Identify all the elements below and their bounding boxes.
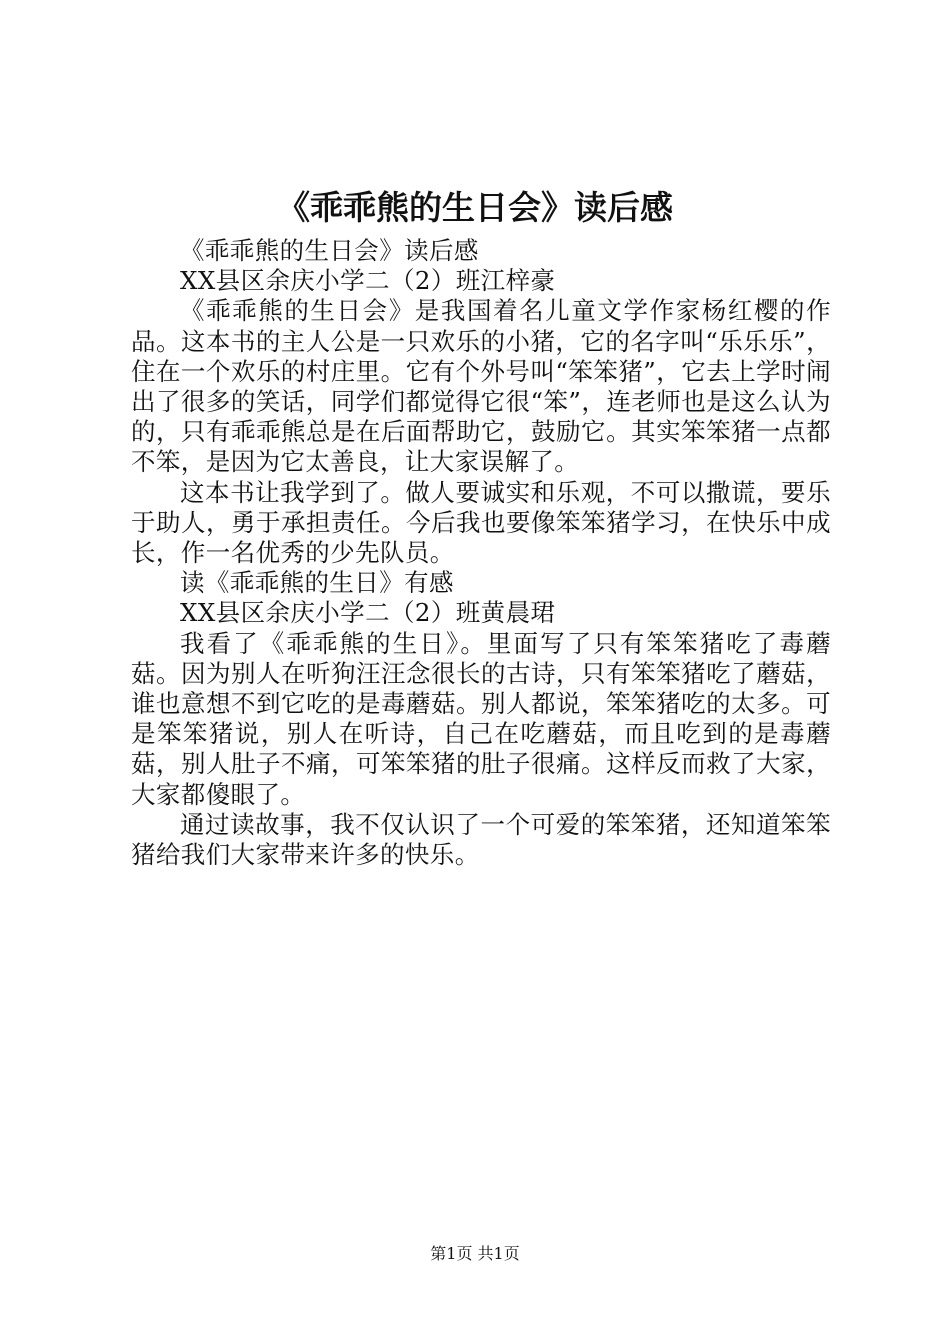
document-body (131, 236, 831, 870)
paragraph-author-2: XX县区余庆小学二（2）班黄晨珺 (180, 598, 556, 628)
document-title: 《乖乖熊的生日会》读后感 (277, 188, 673, 227)
paragraph-text: 通过读故事，我不仅认识了一个可爱的笨笨猪，还知道笨笨猪给我们大家带来许多的快乐。 (131, 809, 831, 870)
paragraph-heading-2: 读《乖乖熊的生日》有感 (180, 568, 454, 598)
paragraph-text: 我看了《乖乖熊的生日》。里面写了只有笨笨猪吃了毒蘑菇。因为别人在听狗汪汪念很长的古诗，只有笨笨猪吃了蘑菇，谁也意想不到它吃的是毒蘑菇。别人都说，笨笨猪吃的太多。可是笨笨猪说，别人在听诗，自己在吃蘑菇，而且吃到的是毒蘑菇，别人肚子不痛，可笨笨猪的肚子很痛。这样反而救了大家，大家都傻眼了。 (131, 628, 831, 809)
page-footer: 第1页 共1页 (430, 1244, 520, 1263)
paragraph-author-1: XX县区余庆小学二（2）班江梓豪 (180, 266, 556, 296)
paragraph-text: 《乖乖熊的生日会》是我国着名儿童文学作家杨红樱的作品。这本书的主人公是一只欢乐的小猪，它的名字叫“乐乐乐”，住在一个欢乐的村庄里。它有个外号叫“笨笨猪”，它去上学时闹出了很多的笑话，同学们都觉得它很“笨”，连老师也是这么认为的，只有乖乖熊总是在后面帮助它，鼓励它。其实笨笨猪一点都不笨，是因为它太善良，让大家误解了。 (131, 296, 831, 477)
paragraph-heading-1: 《乖乖熊的生日会》读后感 (180, 236, 479, 265)
paragraph-text: 这本书让我学到了。做人要诚实和乐观，不可以撒谎，要乐于助人，勇于承担责任。今后我也要像笨笨猪学习，在快乐中成长，作一名优秀的少先队员。 (131, 477, 831, 568)
